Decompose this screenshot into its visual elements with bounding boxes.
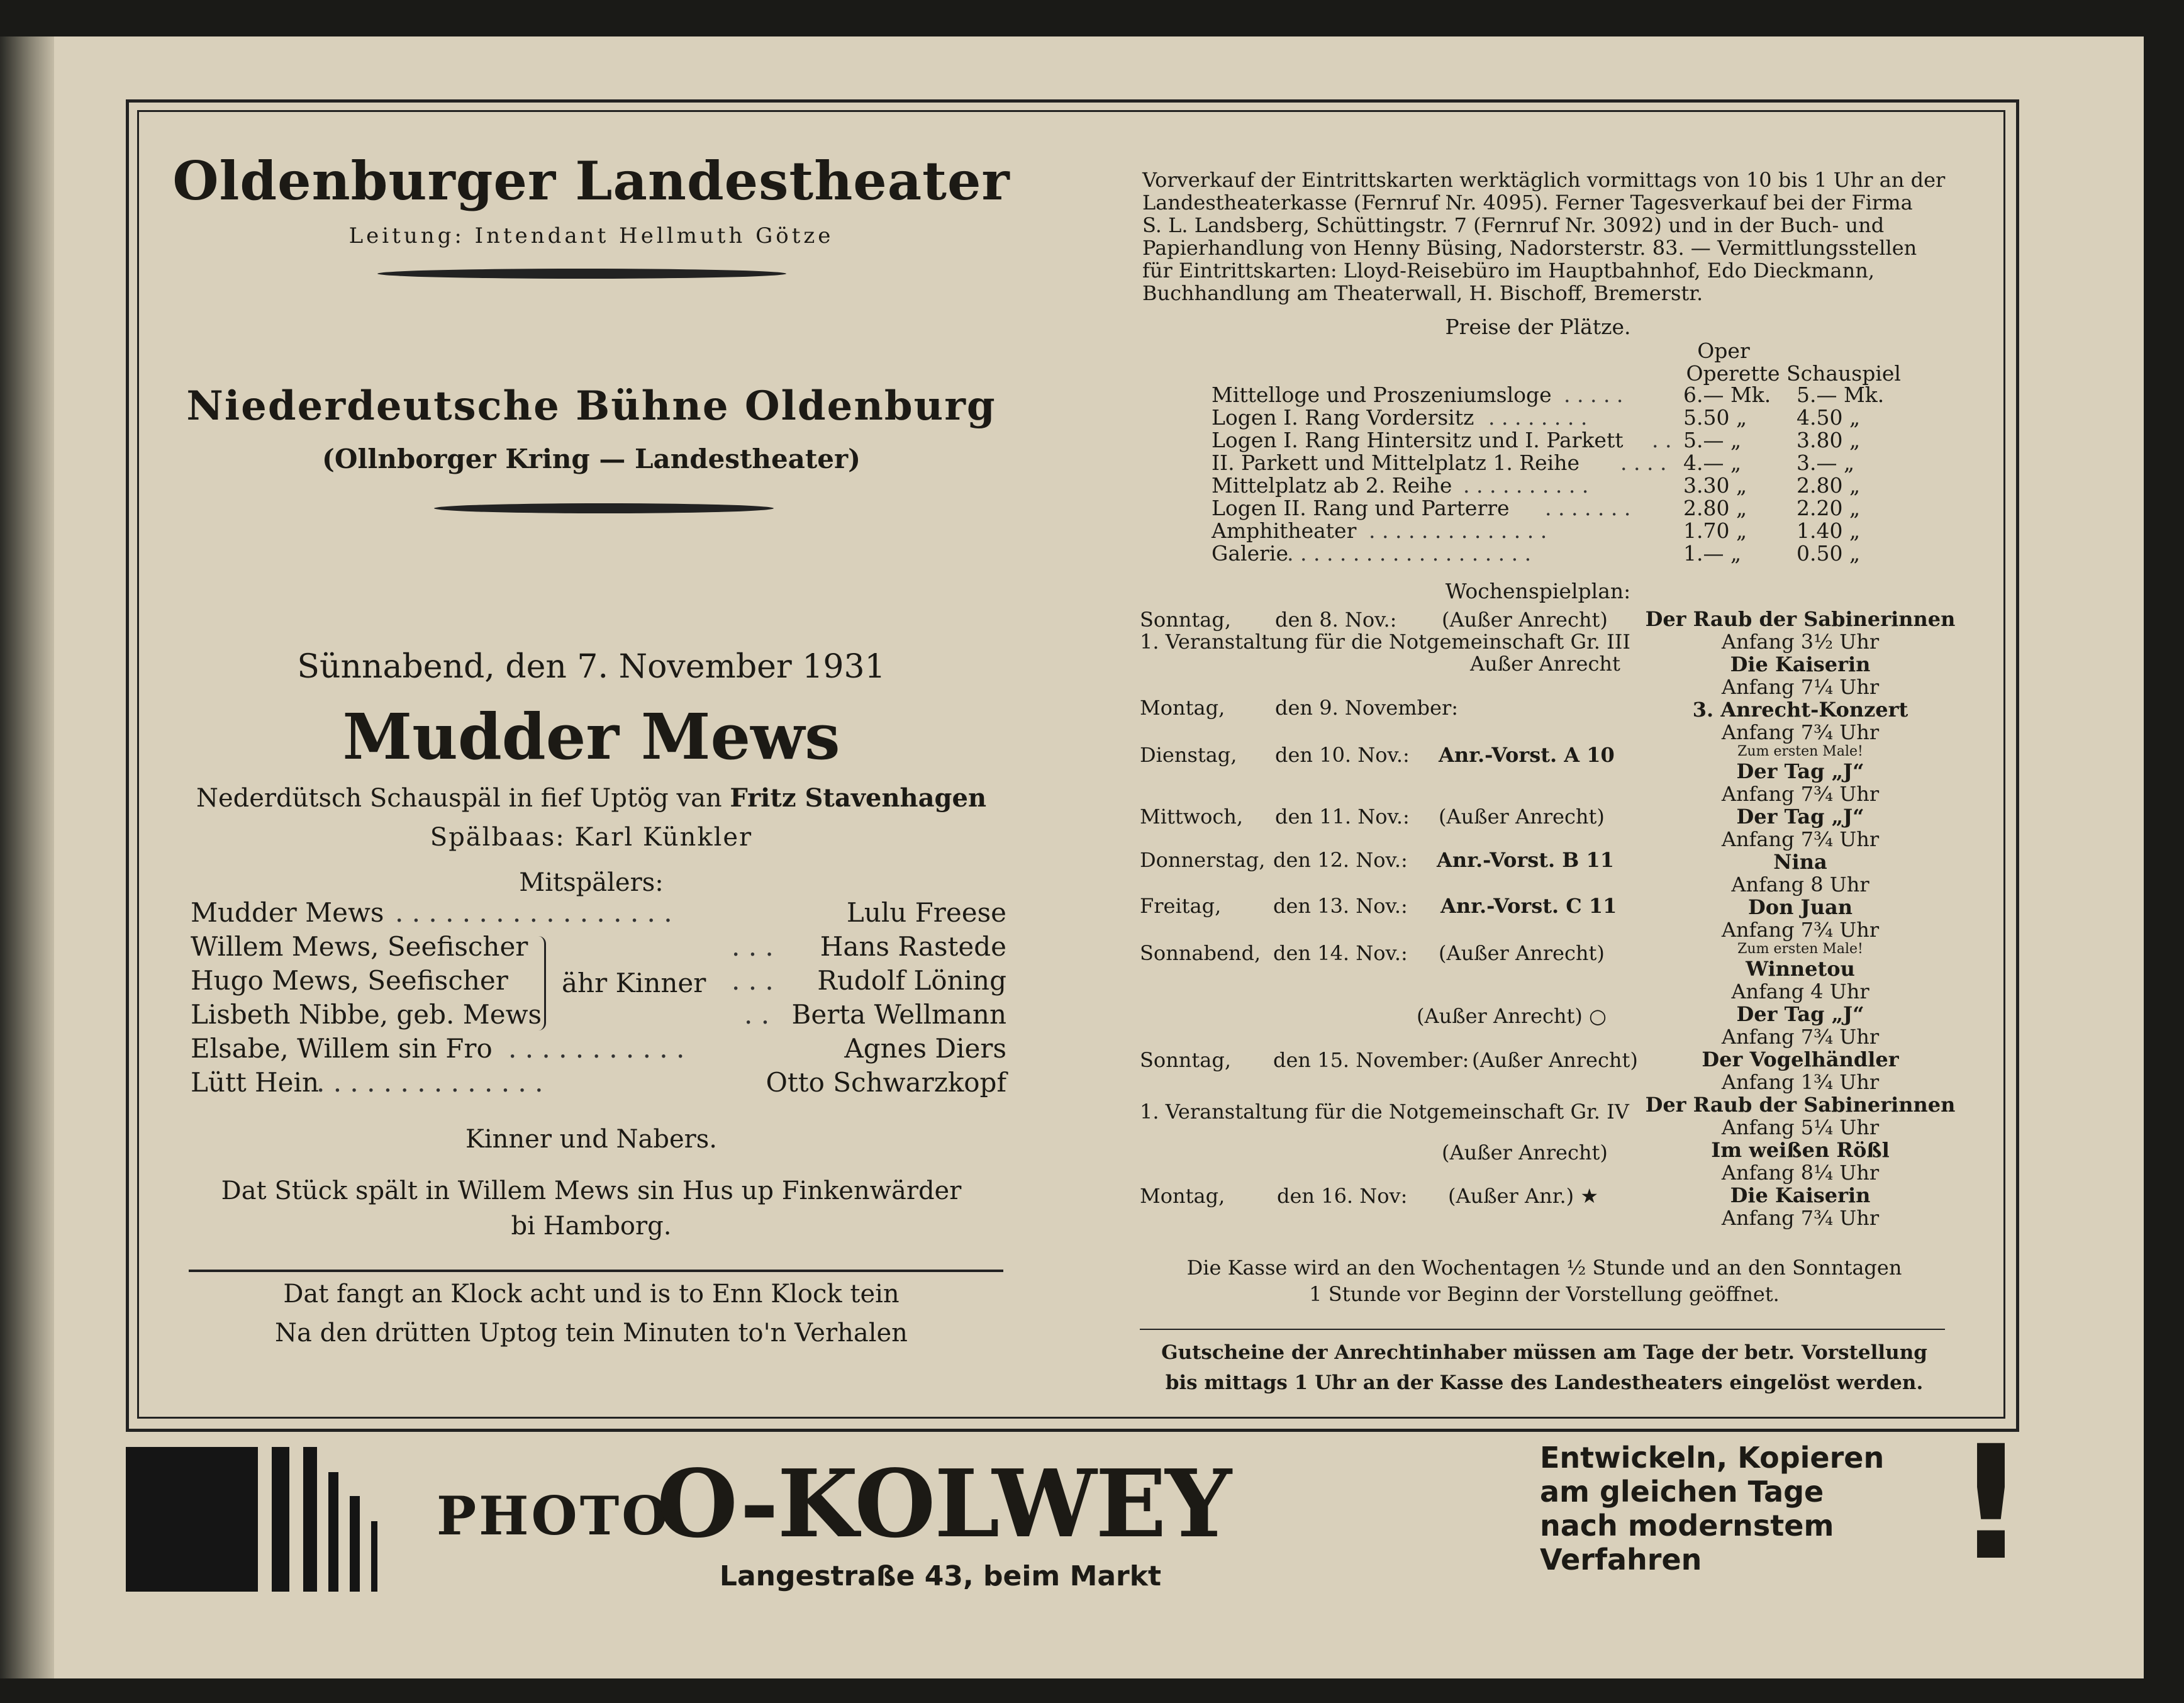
theatre-direction: Leitung: Intendant Hellmuth Götze: [348, 223, 834, 248]
company-name: Niederdeutsche Bühne Oldenburg: [186, 382, 996, 430]
cast-actor: Otto Schwarzkopf: [766, 1067, 1006, 1098]
price-play: 4.50 „: [1797, 405, 1861, 430]
price-play: 2.80 „: [1797, 473, 1861, 498]
show-title: Nina: [1773, 850, 1827, 874]
schedule-note: Anr.-Vorst. C 11: [1440, 894, 1617, 918]
cast-row: [191, 1033, 1006, 1068]
show-time: Anfang 7¾ Uhr: [1721, 1206, 1880, 1230]
cast-actor: Berta Wellmann: [791, 999, 1006, 1030]
price-seat: Mittelplatz ab 2. Reihe: [1212, 473, 1452, 498]
setting-line-2: bi Hamborg.: [511, 1212, 672, 1241]
show-title: Im weißen Rößl: [1711, 1138, 1890, 1162]
leader-dots: . . . . . . . . . . . . . . . . .: [395, 897, 672, 928]
schedule-date: den 8. Nov.:: [1275, 608, 1397, 632]
book-spine-shadow: [0, 36, 58, 1678]
price-seat: Mittelloge und Proszeniumsloge: [1212, 382, 1552, 407]
schedule-note: (Außer Anrecht): [1439, 805, 1605, 829]
cast-actor: Lulu Freese: [846, 897, 1006, 928]
cast-actor: Rudolf Löning: [817, 965, 1006, 996]
cast-role: Lütt Hein: [191, 1067, 320, 1098]
price-opera: 4.— „: [1683, 450, 1742, 475]
price-col-opera-1: Oper: [1697, 338, 1750, 363]
logo-bar: [350, 1496, 360, 1592]
leader-dots: . . . . . . . . . . .: [508, 1033, 685, 1064]
cast-row: [191, 999, 1006, 1034]
kolwey-brand: [437, 1449, 1462, 1558]
price-opera: 3.30 „: [1683, 473, 1747, 498]
schedule-day: Donnerstag,: [1140, 848, 1266, 872]
cast-actor: Hans Rastede: [820, 931, 1006, 962]
show-title: Der Tag „J“: [1736, 759, 1864, 783]
theatre-name: Oldenburger Landestheater: [172, 150, 1010, 212]
schedule-note: Anr.-Vorst. A 10: [1439, 743, 1615, 767]
show-title: Die Kaiserin: [1730, 1183, 1871, 1207]
cast-role: Mudder Mews: [191, 897, 384, 928]
price-play: 3.— „: [1797, 450, 1855, 475]
schedule-note: 1. Veranstaltung für die Notgemeinschaft Gr. IV: [1140, 1100, 1629, 1124]
start-time-line-2: Na den drütten Uptog tein Minuten to'n Verhalen: [275, 1319, 908, 1348]
show-time: Anfang 7¾ Uhr: [1721, 827, 1880, 851]
show-time: Anfang 7¾ Uhr: [1721, 720, 1880, 744]
show-title: Der Raub der Sabinerinnen: [1645, 1093, 1956, 1117]
price-row: [1212, 429, 1903, 452]
leader-dots: . . . . . . . . . . . . . . . . . . .: [1287, 541, 1532, 566]
leader-dots: . . .: [732, 965, 774, 996]
schedule-date: den 12. Nov.:: [1273, 848, 1408, 872]
schedule-day: Sonnabend,: [1140, 941, 1261, 965]
price-row: [1212, 497, 1903, 520]
price-col-play: Schauspiel: [1786, 361, 1901, 386]
schedule-note: (Außer Anr.) ★: [1448, 1184, 1598, 1208]
leader-dots: . . .: [732, 931, 774, 962]
presale-line: für Eintrittskarten: Lloyd-Reisebüro im Hauptbahnhof, Edo Dieckmann,: [1142, 259, 1875, 282]
schedule-note: (Außer Anrecht): [1442, 608, 1608, 632]
author-name: Fritz Stavenhagen: [730, 783, 987, 813]
vouchers-line-1: Gutscheine der Anrechtinhaber müssen am Tage der betr. Vorstellung: [1161, 1341, 1927, 1364]
schedule-date: den 9. November:: [1275, 696, 1459, 720]
price-seat: Galerie: [1212, 541, 1288, 566]
price-opera: 6.— Mk.: [1683, 382, 1771, 407]
show-title: Der Tag „J“: [1736, 805, 1864, 829]
cast-role: Hugo Mews, Seefischer: [191, 965, 508, 996]
price-row: [1212, 384, 1903, 406]
slogan-line: nach modernstem: [1540, 1509, 1834, 1543]
show-time: Anfang 1¾ Uhr: [1721, 1070, 1880, 1094]
presale-info: [1142, 169, 1960, 304]
premiere-note: Zum ersten Male!: [1737, 941, 1863, 957]
leader-dots: . .: [1652, 428, 1672, 452]
schedule-date: den 14. Nov.:: [1273, 941, 1408, 965]
show-time: Anfang 8¼ Uhr: [1721, 1161, 1880, 1185]
schedule-note: Anr.-Vorst. B 11: [1437, 848, 1614, 872]
show-time: Anfang 7¾ Uhr: [1721, 782, 1880, 806]
schedule-date: den 16. Nov:: [1277, 1184, 1408, 1208]
box-office-line-2: 1 Stunde vor Beginn der Vorstellung geöffnet.: [1309, 1282, 1780, 1306]
cast-actor: Agnes Diers: [844, 1033, 1006, 1064]
brand-photo: PHOTO: [437, 1485, 671, 1547]
show-title: Der Tag „J“: [1736, 1002, 1864, 1026]
schedule-note: 1. Veranstaltung für die Notgemeinschaft Gr. III: [1140, 630, 1631, 654]
cast-row: [191, 931, 1006, 966]
box-office-line-1: Die Kasse wird an den Wochentagen ½ Stunde und an den Sonntagen: [1186, 1256, 1902, 1280]
extras-line: Kinner und Nabers.: [465, 1125, 718, 1154]
price-play: 2.20 „: [1797, 496, 1861, 520]
logo-solid-block: [126, 1447, 258, 1592]
price-table: [1212, 384, 1903, 572]
show-title: 3. Anrecht-Konzert: [1692, 698, 1908, 722]
price-row: [1212, 520, 1903, 542]
price-opera: 5.50 „: [1683, 405, 1747, 430]
schedule-date: den 15. November:: [1273, 1048, 1469, 1072]
show-title: Der Vogelhändler: [1702, 1047, 1899, 1071]
price-opera: 1.— „: [1683, 541, 1742, 566]
prices-heading: Preise der Plätze.: [1445, 315, 1631, 339]
price-seat: Logen II. Rang und Parterre: [1212, 496, 1510, 520]
price-col-opera-2: Operette: [1686, 361, 1780, 386]
price-opera: 1.70 „: [1683, 518, 1747, 543]
schedule-day: Dienstag,: [1140, 743, 1237, 767]
leader-dots: . . . . . . . .: [1488, 405, 1588, 430]
schedule-day: Sonntag,: [1140, 1048, 1231, 1072]
schedule-day: Mittwoch,: [1140, 805, 1244, 829]
premiere-note: Zum ersten Male!: [1737, 744, 1863, 759]
price-row: [1212, 542, 1903, 565]
leader-dots: . . . . . . .: [1545, 496, 1631, 520]
weekly-schedule: [1140, 608, 1958, 1243]
company-subtitle: (Ollnborger Kring — Landestheater): [322, 444, 861, 474]
schedule-note: (Außer Anrecht) ○: [1417, 1004, 1607, 1028]
price-play: 1.40 „: [1797, 518, 1861, 543]
performance-date: Sünnabend, den 7. November 1931: [297, 648, 886, 686]
show-time: Anfang 8 Uhr: [1731, 873, 1869, 896]
logo-bar: [303, 1447, 317, 1592]
price-play: 0.50 „: [1797, 541, 1861, 566]
logo-bar: [272, 1447, 289, 1592]
slogan-line: am gleichen Tage: [1540, 1475, 1824, 1509]
show-title: Don Juan: [1748, 895, 1852, 919]
price-opera: 5.— „: [1683, 428, 1742, 452]
price-play: 3.80 „: [1797, 428, 1861, 452]
divider-left: [189, 1270, 1003, 1272]
genre-text: Nederdütsch Schauspäl in fief Uptög van: [196, 784, 722, 813]
show-column: [1643, 608, 1958, 1229]
show-title: Die Kaiserin: [1730, 652, 1871, 676]
slogan-line: Verfahren: [1540, 1543, 1702, 1577]
logo-bar: [371, 1521, 377, 1592]
divider-right: [1140, 1329, 1945, 1330]
price-row: [1212, 406, 1903, 429]
price-seat: Logen I. Rang Vordersitz: [1212, 405, 1474, 430]
show-time: Anfang 3½ Uhr: [1721, 630, 1880, 654]
start-time-line-1: Dat fangt an Klock acht und is to Enn Klock tein: [283, 1280, 900, 1309]
vouchers-line-2: bis mittags 1 Uhr an der Kasse des Landestheaters eingelöst werden.: [1165, 1371, 1924, 1394]
price-row: [1212, 452, 1903, 474]
slogan-line: Entwickeln, Kopieren: [1540, 1441, 1885, 1475]
leader-dots: . . . . . . . . . . . . . .: [316, 1067, 543, 1098]
leader-dots: . . . . . . . . . .: [1463, 473, 1589, 498]
cast-heading: Mitspälers:: [519, 868, 664, 897]
cast-row: [191, 1067, 1006, 1102]
schedule-day: Sonntag,: [1140, 608, 1231, 632]
presale-line: Buchhandlung am Theaterwall, H. Bischoff, Bremerstr.: [1142, 281, 1703, 305]
cast-list: [191, 897, 1006, 1105]
schedule-heading: Wochenspielplan:: [1445, 579, 1631, 603]
schedule-note: (Außer Anrecht): [1472, 1048, 1638, 1072]
show-time: Anfang 7¾ Uhr: [1721, 1025, 1880, 1049]
brand-kolwey: O-KOLWEY: [657, 1449, 1231, 1558]
presale-line: Vorverkauf der Eintrittskarten werktäglich vormittags von 10 bis 1 Uhr an der: [1142, 168, 1946, 192]
schedule-note: (Außer Anrecht): [1442, 1141, 1608, 1164]
presale-line: Landestheaterkasse (Fernruf Nr. 4095). Ferner Tagesverkauf bei der Firma: [1142, 191, 1913, 215]
cast-role: Elsabe, Willem sin Fro: [191, 1033, 493, 1064]
kolwey-address: Langestraße 43, beim Markt: [719, 1560, 1162, 1592]
kolwey-slogan: [1540, 1441, 1942, 1577]
children-group-label: ähr Kinner: [562, 968, 706, 998]
price-seat: Amphitheater: [1212, 518, 1357, 543]
exclamation-mark: !: [1955, 1412, 2027, 1595]
leader-dots: . .: [744, 999, 770, 1030]
presale-line: S. L. Landsberg, Schüttingstr. 7 (Fernruf Nr. 3092) und in der Buch- und: [1142, 213, 1885, 237]
kolwey-logo-block: [126, 1447, 377, 1592]
setting-line-1: Dat Stück spält in Willem Mews sin Hus up Finkenwärder: [221, 1176, 962, 1205]
schedule-note: Außer Anrecht: [1470, 652, 1620, 676]
price-opera: 2.80 „: [1683, 496, 1747, 520]
schedule-date: den 11. Nov.:: [1275, 805, 1410, 829]
leader-dots: . . . . .: [1564, 382, 1624, 407]
schedule-date: den 13. Nov.:: [1273, 894, 1408, 918]
price-play: 5.— Mk.: [1797, 382, 1885, 407]
leader-dots: . . . . . . . . . . . . . .: [1369, 518, 1547, 543]
play-title: Mudder Mews: [342, 700, 840, 774]
schedule-date: den 10. Nov.:: [1275, 743, 1410, 767]
show-title: Winnetou: [1746, 957, 1855, 981]
schedule-note: (Außer Anrecht): [1439, 941, 1605, 965]
play-genre: [151, 783, 1032, 813]
presale-line: Papierhandlung von Henny Büsing, Nadorsterstr. 83. — Vermittlungsstellen: [1142, 236, 1917, 260]
schedule-day: Freitag,: [1140, 894, 1222, 918]
cast-role: Willem Mews, Seefischer: [191, 931, 528, 962]
ornamental-rule-2: [434, 503, 774, 513]
schedule-day: Montag,: [1140, 1184, 1225, 1208]
leader-dots: . . . .: [1620, 450, 1667, 475]
play-director: Spälbaas: Karl Künkler: [430, 823, 753, 852]
ornamental-rule-1: [377, 269, 786, 279]
schedule-day: Montag,: [1140, 696, 1225, 720]
show-time: Anfang 4 Uhr: [1731, 980, 1869, 1003]
show-time: Anfang 5¼ Uhr: [1721, 1115, 1880, 1139]
cast-role: Lisbeth Nibbe, geb. Mews: [191, 999, 542, 1030]
show-time: Anfang 7¼ Uhr: [1721, 675, 1880, 699]
price-row: [1212, 474, 1903, 497]
children-brace: [537, 936, 546, 1030]
logo-bar: [328, 1472, 338, 1592]
price-seat: II. Parkett und Mittelplatz 1. Reihe: [1212, 450, 1580, 475]
cast-row: [191, 897, 1006, 932]
show-time: Anfang 7¾ Uhr: [1721, 918, 1880, 942]
show-title: Der Raub der Sabinerinnen: [1645, 607, 1956, 631]
price-seat: Logen I. Rang Hintersitz und I. Parkett: [1212, 428, 1624, 452]
